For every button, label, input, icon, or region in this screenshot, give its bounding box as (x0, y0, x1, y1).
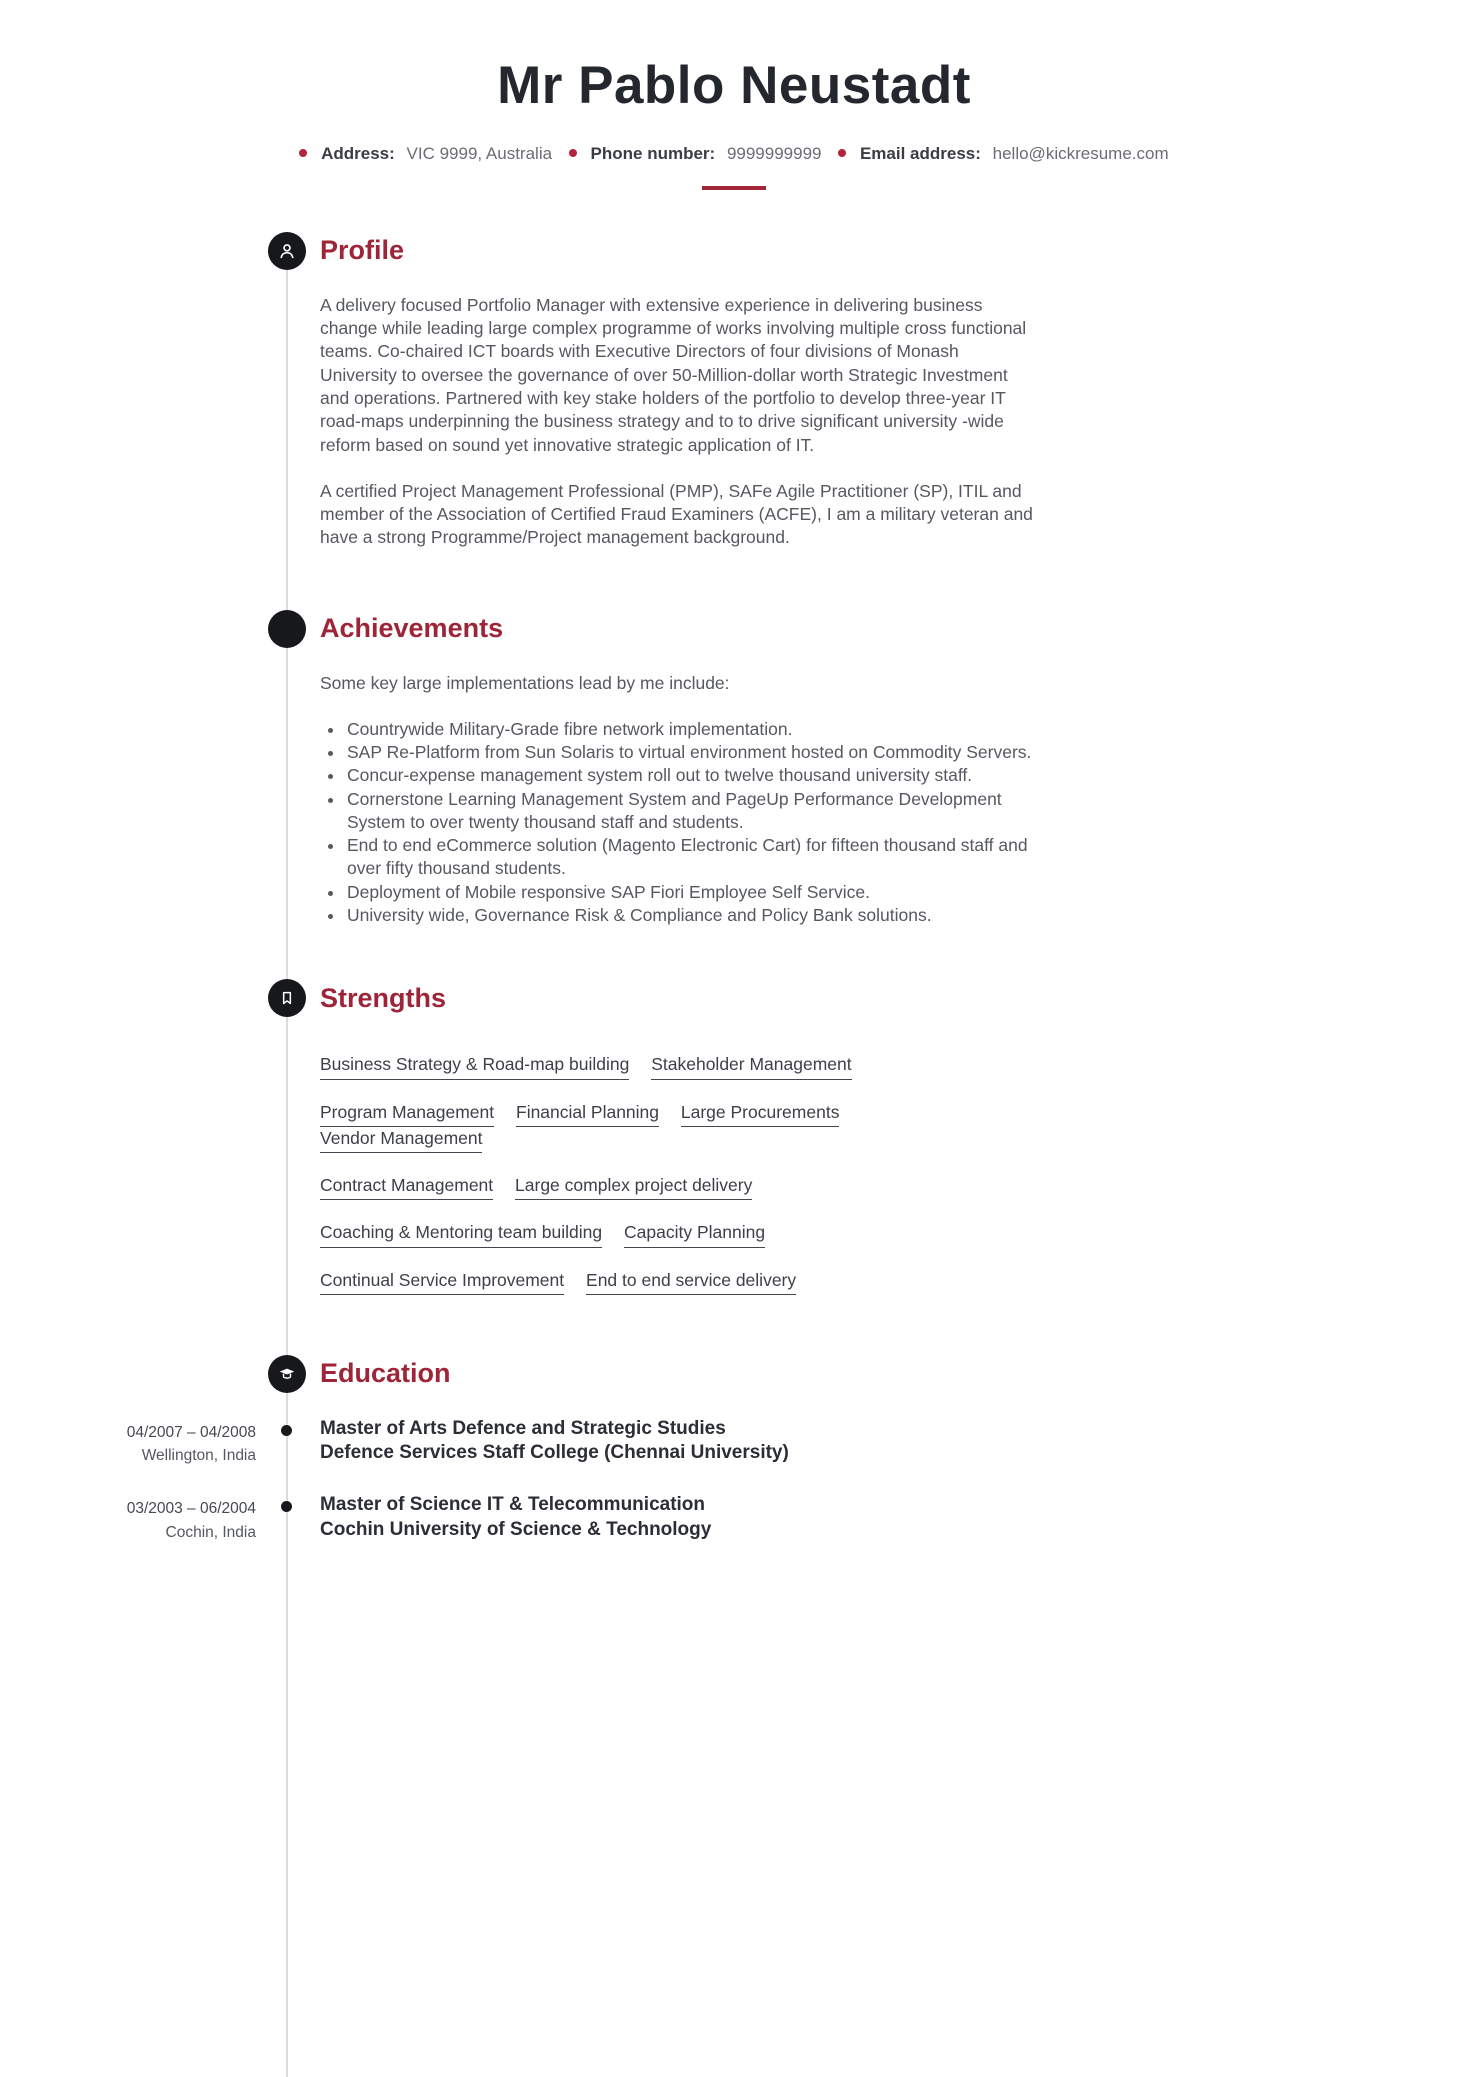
education-entry (126, 1417, 1038, 1466)
education-graduation-cap-icon (268, 1355, 306, 1393)
profile-body (320, 294, 1038, 550)
strength-tag: Stakeholder Management (651, 1053, 851, 1079)
achievement-item: • Concur-expense management system roll out to twelve thousand university staff. (345, 764, 1038, 787)
education-body (126, 1417, 1038, 1542)
education-date-block (0, 1421, 256, 1468)
strengths-row (320, 1101, 1038, 1154)
education-school: Defence Services Staff College (Chennai University) (320, 1442, 789, 1464)
achievements-section-head (320, 610, 1038, 648)
header (0, 0, 1468, 190)
contact-phone-value: 9999999999 (726, 143, 822, 163)
education-date: 03/2003 – 06/2004 (126, 1500, 256, 1518)
achievements-intro: Some key large implementations lead by me include: (320, 672, 730, 693)
contact-phone-label: Phone number: (590, 143, 716, 163)
education-entry (126, 1493, 1038, 1542)
education-school: Cochin University of Science & Technology (320, 1518, 712, 1540)
strengths-row (320, 1174, 1038, 1200)
section-achievements (0, 610, 1468, 928)
education-section-head (320, 1355, 1038, 1393)
strength-tag: Contract Management (320, 1174, 493, 1200)
section-profile (0, 232, 1468, 550)
strengths-body (320, 1053, 1038, 1295)
person-name: Mr Pablo Neustadt (497, 56, 971, 115)
achievements-body (320, 672, 1038, 928)
profile-person-icon (268, 232, 306, 270)
achievement-item: • Countrywide Military-Grade fibre network implementation. (345, 718, 1038, 741)
section-education (0, 1355, 1468, 1542)
timeline-dot-icon (281, 1501, 292, 1512)
achievement-item: • University wide, Governance Risk & Compliance and Policy Bank solutions. (345, 904, 1038, 927)
profile-title: Profile (320, 235, 405, 266)
strength-tag: Coaching & Mentoring team building (320, 1221, 602, 1247)
strength-tag: Large Procurements (681, 1101, 840, 1127)
education-degree: Master of Science IT & Telecommunication (320, 1494, 706, 1516)
contact-email (826, 144, 1168, 163)
profile-section-head (320, 232, 1038, 270)
contact-line (0, 143, 1468, 164)
achievements-list (320, 718, 1038, 927)
education-date-block (0, 1497, 256, 1544)
education-location: Cochin, India (165, 1523, 256, 1541)
strength-tag: End to end service delivery (586, 1269, 796, 1295)
profile-paragraph: A delivery focused Portfolio Manager with extensive experience in delivering business change while leading large complex programme of works involving multiple cross functional teams. Co-chaired ICT boards with Executive Directors of four divisions of Monash University to oversee the governance of over 50-Million-dollar worth Strategic Investment and operations. Partnered with key stake holders of the portfolio to develop three-year IT road-maps underpinning the business strategy and to to drive significant university -wide reform based on sound yet innovative strategic application of IT. (320, 294, 1027, 455)
education-degree: Master of Arts Defence and Strategic Studies (320, 1417, 726, 1439)
contact-address (299, 144, 556, 163)
achievement-item: • End to end eCommerce solution (Magento Electronic Cart) for fifteen thousand staff and over fifty thousand students. (345, 834, 1038, 881)
strength-tag: Vendor Management (320, 1127, 482, 1153)
strength-tag: Large complex project delivery (515, 1174, 752, 1200)
education-title: Education (320, 1358, 451, 1389)
achievements-title: Achievements (320, 613, 504, 644)
education-date: 04/2007 – 04/2008 (126, 1423, 256, 1441)
strength-tag: Continual Service Improvement (320, 1269, 564, 1295)
strength-tag: Business Strategy & Road-map building (320, 1053, 629, 1079)
education-location: Wellington, India (141, 1447, 256, 1465)
strengths-row (320, 1269, 1038, 1295)
contact-address-value: VIC 9999, Australia (406, 143, 553, 163)
strengths-title: Strengths (320, 982, 447, 1013)
bullet-dot-icon (838, 149, 846, 157)
achievement-item: • SAP Re-Platform from Sun Solaris to virtual environment hosted on Commodity Servers. (345, 741, 1038, 764)
strengths-row (320, 1221, 1038, 1247)
bullet-dot-icon (299, 149, 307, 157)
section-strengths (0, 979, 1468, 1295)
contact-address-label: Address: (321, 143, 395, 163)
strength-tag: Program Management (320, 1101, 494, 1127)
strengths-bookmark-icon (268, 979, 306, 1017)
timeline-line (286, 252, 288, 2077)
strength-tag: Capacity Planning (624, 1221, 765, 1247)
profile-paragraph: A certified Project Management Professional (PMP), SAFe Agile Practitioner (SP), ITIL and member of the Association of Certified Fraud Examiners (ACFE), I am a military veteran and have a strong Programme/Project management background. (320, 480, 1033, 548)
bullet-dot-icon (569, 149, 577, 157)
strengths-row (320, 1053, 1038, 1079)
achievements-icon (268, 610, 306, 648)
header-divider (702, 186, 766, 190)
contact-phone (557, 144, 826, 163)
strengths-section-head (320, 979, 1038, 1017)
contact-email-value: hello@kickresume.com (992, 143, 1169, 163)
timeline-dot-icon (281, 1425, 292, 1436)
achievement-item: • Deployment of Mobile responsive SAP Fiori Employee Self Service. (345, 881, 1038, 904)
strength-tag: Financial Planning (516, 1101, 659, 1127)
contact-email-label: Email address: (859, 143, 981, 163)
achievement-item: • Cornerstone Learning Management System and PageUp Performance Development System to over twenty thousand staff and students. (345, 788, 1038, 835)
